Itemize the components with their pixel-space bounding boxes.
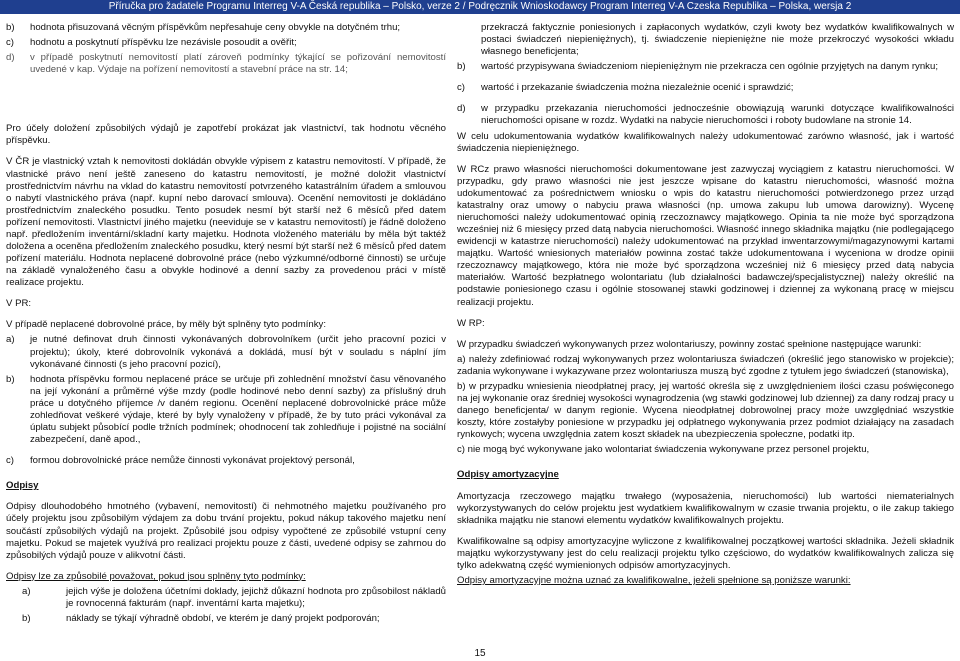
paragraph: Pro účely doložení způsobilých výdajů je zapotřebí prokázat jak vlastnictví, tak hodnotu věcného příspěvku.	[6, 123, 446, 147]
list-text: wartość i przekazanie świadczenia można niezależnie ocenić i sprawdzić;	[481, 82, 794, 94]
paragraph: Amortyzacja rzeczowego majątku trwałego (wyposażenia, nieruchomości) lub wartości niematerialnych wykorzystywanych do celów projektu jest wydatkiem kwalifikowalnym w czasie trwania projektu, o ile zakup takiego składnika majątku nie stanowi elementu wydatków kwalifikowalnych projektu.	[457, 490, 954, 526]
list-marker: b)	[6, 373, 15, 385]
list-text: hodnota příspěvku formou neplacené práce se určuje při zohlednění množství času věnovaného na její vykonání a průměrné výše mzdy (podle hodinové nebo denní sazby) za příslušný druh práce u dotyčného příjemce /v daném regionu. Ocenění neplacené dobrovolnické práce může zohledňovat veškeré výdaje, které by byly vynaloženy v případě, že by tuto práci vykonával za úplatu subjekt působící podle tržních podmínek; ohodnocení tak zohledňuje i pojistné na sociální zabezpečení, daně apod.,	[30, 373, 446, 446]
paragraph: W celu udokumentowania wydatków kwalifikowalnych należy udokumentować zarówno własność, jak i wartość świadczenia niepieniężnego.	[457, 130, 954, 154]
list-marker: c)	[6, 455, 14, 467]
list-marker: a)	[22, 585, 31, 597]
list-marker: d)	[6, 52, 15, 64]
paragraph: W RCz prawo własności nieruchomości dokumentowane jest zazwyczaj wyciągiem z katastru nieruchomości. W przypadku, gdy prawo własności nie jest jeszcze wpisane do katastru nieruchomości, własność można udokumentować za pośrednictwem wniosku o wpis do katastru nieruchomości potwierdzonego przez urząd katastralny oraz umowy o nabyciu prawa własności (np. umowa zakupu lub umowa darowizny). Wycenę nieruchomości należy udokumentować opinią rzeczoznawcy majątkowego. Opinia ta nie może być sporządzona wcześniej niż 6 miesięcy przed datą nabycia nieruchomości. Własność innego składnika majątku (nie podlegającego ewidencji w katastrze nieruchomości) należy udokumentować na przykład inwentarzowymi/magazynowymi kartami majątku. Wartość wniesionych materiałów powinna zostać także udokumentowana i wyceniona w drodze opinii rzeczoznawcy majątkowego, która nie może być sporządzona wcześniej niż 6 miesięcy przed datą nabycia materiałów. Wartość bezpłatnego wolontariatu (lub działalności badawczej/specjalistycznej) należy określić na podstawie poniesionego czasu i ogólnie stosowanej stawki godzinowej i dziennej za wykonaną pracę w miejscu realizacji projektu.	[457, 163, 954, 308]
list-item	[6, 22, 446, 34]
document-header: Příručka pro žadatele Programu Interreg V-A Česká republika – Polsko, verze 2 / Podręcznik Wnioskodawcy Program Interreg V-A Czeska Republika – Polska, wersja 2	[0, 0, 960, 14]
paragraph: a) należy zdefiniować rodzaj wykonywanych przez wolontariusza świadczeń (określić jego stanowisko w projekcie); zadania wykonywane i wykazywane przez wolontariusza muszą być zgodne z tytułem jego świadczeń (stanowiska),	[457, 353, 954, 377]
paragraph: V případě neplacené dobrovolné práce, by měly být splněny tyto podmínky:	[6, 319, 326, 331]
list-item	[6, 455, 446, 467]
section-label: V PR:	[6, 298, 32, 310]
list-marker: b)	[457, 61, 466, 73]
list-item	[6, 586, 446, 610]
list-text: formou dobrovolnické práce nemůže činnosti vykonávat projektový personál,	[30, 455, 355, 467]
list-text: náklady se týkají výhradně období, ve kterém je daný projekt podporován;	[66, 612, 380, 624]
list-marker: c)	[6, 37, 14, 49]
list-item	[457, 61, 954, 73]
section-heading: Odpisy amortyzacyjne	[457, 469, 559, 481]
section-heading: Odpisy	[6, 480, 39, 492]
list-text: je nutné definovat druh činnosti vykonávaných dobrovolníkem (určit jeho pracovní pozici v projektu); úkoly, které dobrovolník vykonává a dokládá, musí být v souladu s náplní jím vykonávané činnosti (s jeho pracovní pozicí),	[30, 334, 446, 370]
list-text: hodnota přisuzovaná věcným příspěvkům nepřesahuje ceny obvykle na dotyčném trhu;	[30, 22, 401, 33]
list-item	[457, 22, 954, 58]
list-text: przekraczá faktycznie poniesionych i zapłaconych wydatków, czyli kwoty bez wydatków kwalifikowalnych w postaci świadczeń niepieniężnych), tj. świadczenie niepieniężne nie może przekroczyć wysokości wkładu własnego beneficjenta;	[481, 22, 954, 58]
list-item	[6, 613, 446, 625]
paragraph: Odpisy lze za způsobilé považovat, pokud jsou splněny tyto podmínky:	[6, 570, 306, 582]
list-item	[6, 374, 446, 446]
paragraph: W przypadku świadczeń wykonywanych przez wolontariuszy, powinny zostać spełnione następujące warunki:	[457, 338, 922, 350]
paragraph: V ČR je vlastnický vztah k nemovitosti dokládán obvykle výpisem z katastru nemovitostí. V případě, že vlastnické právo není ještě zaneseno do katastru nemovitostí, je možné doložit vlastnictví prostřednictvím návrhu na vklad do katastru nemovitostí potvrzeného katastrálním úřadem a smlouvou o nabytí vlastnického práva (např. kupní nebo darovací smlouva). Ocenění nemovitosti je dokládáno prostřednictvím znaleckého posudku. Tento posudek nesmí být starší než 6 měsíců před datem pořízení nemovitosti. Vlastnictví jiného majetku (neeviduje se v katastru nemovitostí) je řádně doloženo např. předložením inventární/skladní karty majetku. Hodnota vloženého materiálu by měla být taktéž doložena a oceněna předložením znaleckého posudku, který nesmí být starší než 6 měsíců před datem pořízení materiálu. Hodnota neplacené dobrovolné práce (nebo výzkumné/odborné činnosti) se určuje na základě vynaloženého času a obvykle hodinové a denní sazby za provedenou práci v místě realizace projektu.	[6, 156, 446, 289]
czech-column	[6, 22, 446, 628]
list-text: jejich výše je doložena účetními doklady, jejichž důkazní hodnota pro způsobilost nákladů je rovnocenná fakturám (např. inventární karta majetku);	[66, 585, 446, 609]
list-item	[457, 103, 954, 127]
list-marker: c)	[457, 82, 465, 94]
list-marker: b)	[22, 612, 31, 624]
list-marker: b)	[6, 22, 15, 33]
paragraph: Odpisy dlouhodobého hmotného (vybavení, nemovitostí) či nehmotného majetku používaného pro účely projektu jsou způsobilým výdajem za dobu trvání projektu, pokud nákup takového majetku není součástí způsobilých výdajů na projekt. Způsobilé jsou odpisy vypočtené ze způsobilé vstupní ceny majetku. Pokud se majetek využívá pro realizaci projektu pouze z části, uvedené odpisy se zahrnou do způsobilých výdajů pouze v alikvotní části.	[6, 501, 446, 561]
list-text: v případě poskytnutí nemovitostí platí zároveň podmínky týkající se pořizování nemovitostí uvedené v kap. Výdaje na pořízení nemovitostí a stavební práce na str. 14;	[30, 52, 446, 76]
polish-column	[457, 22, 954, 590]
paragraph: b) w przypadku wniesienia nieodpłatnej pracy, jej wartość określa się z uwzględnieniem ilości czasu poświęconego na jej wykonanie oraz średniej wysokości wynagrodzenia (wg stawki godzinowej lub dziennej) za dany rodzaj pracy u danego beneficjenta/ w danym regionie. Wycena nieodpłatnej dobrowolnej pracy może uwzględniać wszystkie koszty, które zostałyby poniesione w przypadku jej odpłatnego wykonywania przez podmiot działający na zasadach rynkowych; wycena uwzględnia zatem koszt składek na ubezpieczenia społeczne, podatki itp.	[457, 380, 954, 441]
list-text: wartość przypisywana świadczeniom niepieniężnym nie przekracza cen ogólnie przyjętych na danym rynku;	[481, 61, 938, 73]
list-text: w przypadku przekazania nieruchomości jednocześnie obowiązują warunki dotyczące kwalifikowalności nieruchomości opisane w rozdz. Wydatki na nabycie nieruchomości i roboty budowlane na stronie 14.	[481, 103, 954, 127]
list-item	[6, 334, 446, 370]
paragraph: Kwalifikowalne są odpisy amortyzacyjne wyliczone z kwalifikowalnej początkowej wartości składnika. Jeżeli składnik majątku wykorzystywany jest do celu realizacji projektu tylko częściowo, do wydatków kwalifikowalnych zalicza się tylko adekwatną część wymienionych odpisów amortyzacyjnych.	[457, 535, 954, 571]
list-marker: d)	[457, 103, 466, 115]
list-marker: a)	[6, 334, 15, 346]
list-item	[6, 37, 446, 49]
section-label: W RP:	[457, 317, 485, 329]
list-item	[457, 82, 954, 94]
page-number: 15	[474, 648, 486, 659]
list-item	[6, 52, 446, 76]
list-text: hodnotu a poskytnutí příspěvku lze nezávisle posoudit a ověřit;	[30, 37, 297, 49]
paragraph: c) nie mogą być wykonywane jako wolontariat świadczenia wykonywane przez personel projektu,	[457, 444, 870, 456]
paragraph: Odpisy amortyzacyjne można uznać za kwalifikowalne, jeżeli spełnione są poniższe warunki:	[457, 574, 851, 586]
